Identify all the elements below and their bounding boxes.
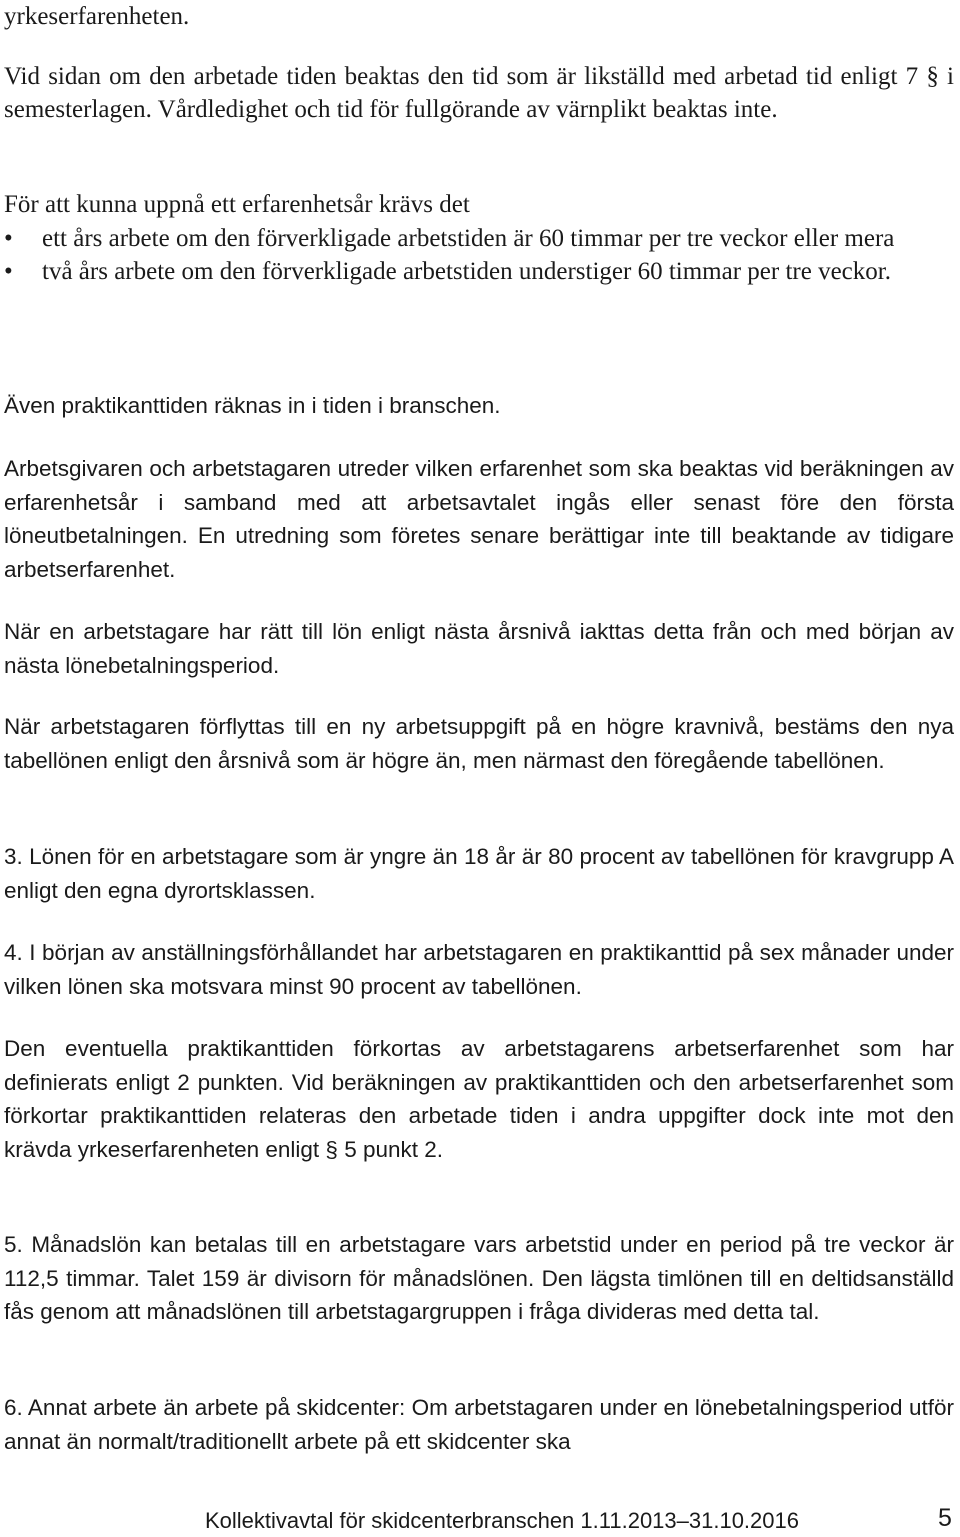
bullet-icon: • [4,258,13,285]
list-item-text: två års arbete om den förverkligade arbetstiden understiger 60 timmar per tre veckor. [42,258,891,285]
requirement-list [4,222,954,288]
list-item-text: ett års arbete om den förverkligade arbetstiden är 60 timmar per tre veckor eller mera [42,225,895,252]
list-item [4,222,954,255]
paragraph-utreder: Arbetsgivaren och arbetstagaren utreder vilken erfarenhet som ska beaktas vid beräkningen av erfarenhetsår i samband med att arbetsavtalet ingås eller senast före den första löneutbetalningen. En utredning som företes senare berättigar inte till beaktande av tidigare arbetserfarenhet. [4,456,954,582]
paragraph-praktikanttid: Även praktikanttiden räknas in i tiden i branschen. [4,393,501,418]
paragraph-forkortas: Den eventuella praktikanttiden förkortas av arbetstagarens arbetserfarenhet som har definierats enligt 2 punkten. Vid beräkningen av praktikanttiden och den arbetserfarenhet som förkortar praktikanttiden relateras den arbetade tiden i andra uppgifter dock inte mot den krävda yrkeserfarenheten enligt § 5 punkt 2. [4,1036,954,1162]
paragraph-punkt-4: 4. I början av anställningsförhållandet har arbetstagaren en praktikanttid på sex månader under vilken lönen ska motsvara minst 90 procent av tabellönen. [4,940,954,999]
paragraph-arsniva: När en arbetstagare har rätt till lön enligt nästa årsnivå iakttas detta från och med början av nästa lönebetalningsperiod. [4,619,954,678]
continued-word: yrkeserfarenheten. [4,3,190,30]
paragraph-forflyttas: När arbetstagaren förflyttas till en ny arbetsuppgift på en högre kravnivå, bestäms den nya tabellönen enligt den årsnivå som är högre än, men närmast den föregående tabellönen. [4,714,954,773]
footer-title: Kollektivavtal för skidcenterbranschen 1.11.2013–31.10.2016 [205,1508,799,1533]
paragraph-intro: För att kunna uppnå ett erfarenhetsår krävs det [4,191,470,218]
paragraph-beaktas: Vid sidan om den arbetade tiden beaktas den tid som är likställd med arbetad tid enligt 7 § i semesterlagen. Vårdledighet och tid för fullgörande av värnplikt beaktas inte. [4,63,954,123]
paragraph-punkt-6: 6. Annat arbete än arbete på skidcenter: Om arbetstagaren under en lönebetalningsperiod utför annat än normalt/traditionellt arbete på ett skidcenter ska [4,1395,954,1454]
paragraph-punkt-5: 5. Månadslön kan betalas till en arbetstagare vars arbetstid under en period på tre veckor är 112,5 timmar. Talet 159 är divisorn för månadslönen. Den lägsta timlönen till en deltidsanställd fås genom att månadslönen till arbetstagargruppen i fråga divideras med detta tal. [4,1232,954,1324]
paragraph-punkt-3: 3. Lönen för en arbetstagare som är yngre än 18 år är 80 procent av tabellönen för kravgrupp A enligt den egna dyrortsklassen. [4,844,954,903]
bullet-icon: • [4,225,13,252]
page-number: 5 [938,1504,952,1532]
list-item [4,255,954,288]
